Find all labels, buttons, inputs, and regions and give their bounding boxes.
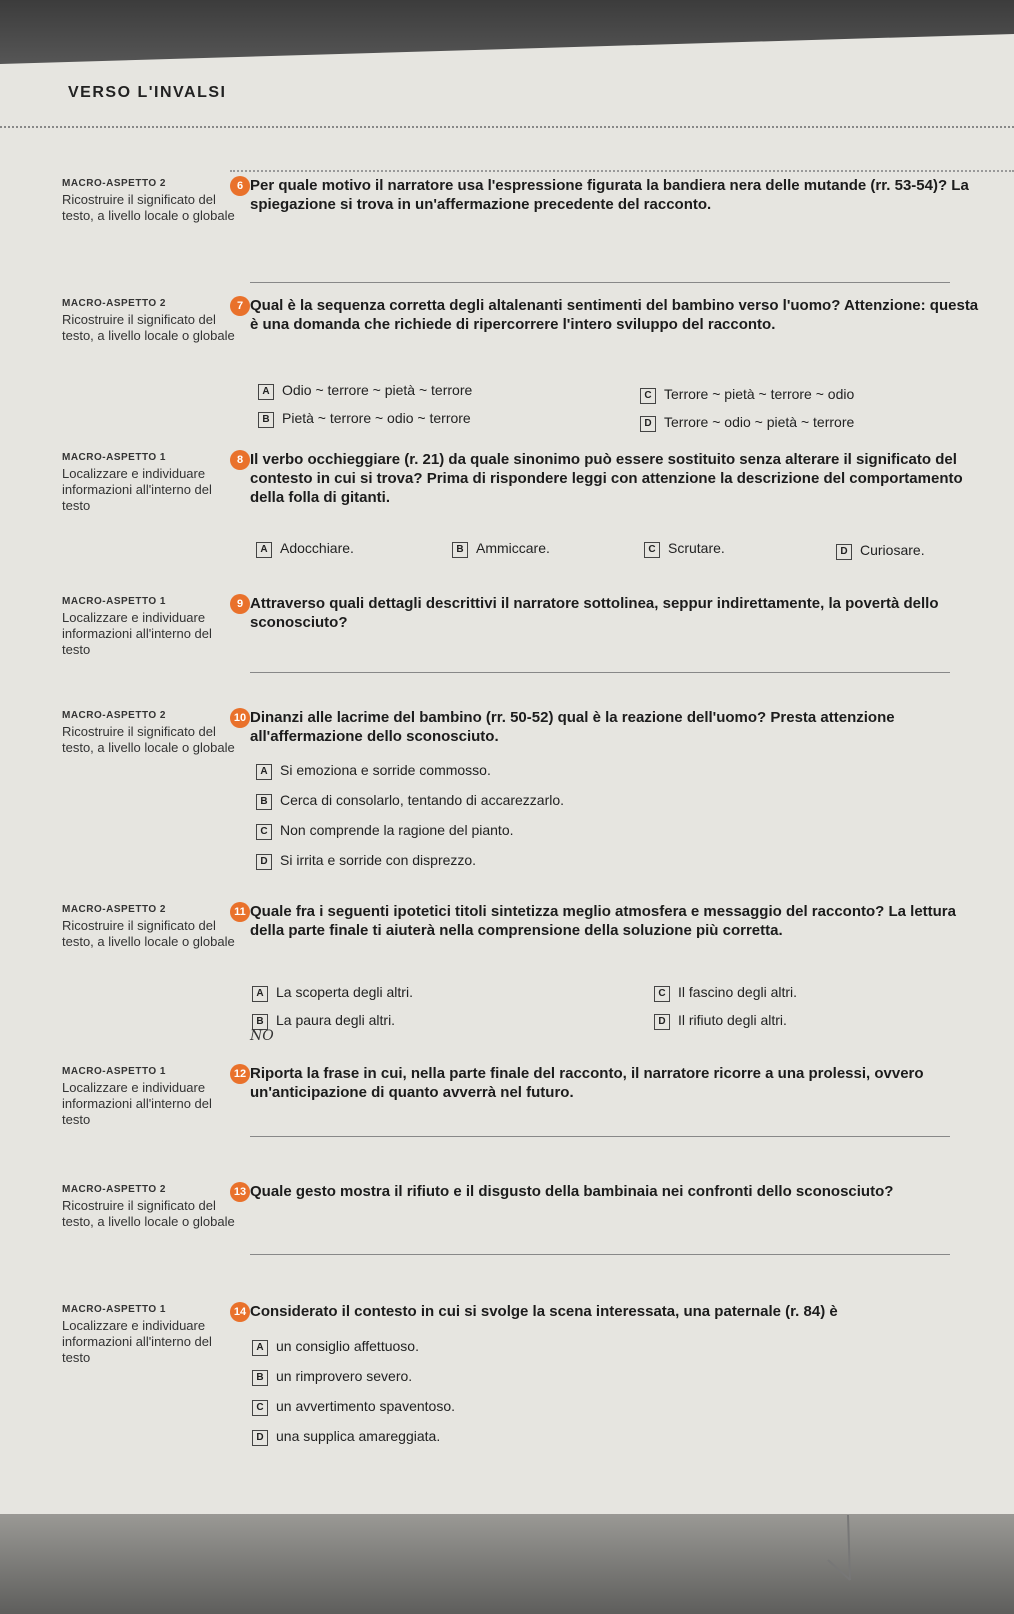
option-8a[interactable]: A Adocchiare. [256, 540, 354, 558]
question-9-text: Attraverso quali dettagli descrittivi il narratore sottolinea, seppur indirettamente, la povertà dello sconosciuto? [250, 595, 939, 631]
option-11c[interactable]: C Il fascino degli altri. [654, 984, 797, 1002]
question-7-number: 7 [230, 296, 250, 316]
option-8b[interactable]: B Ammiccare. [452, 540, 550, 558]
option-14c[interactable]: C un avvertimento spaventoso. [252, 1398, 455, 1416]
question-8-side: MACRO-ASPETTO 1 Localizzare e individuare informazioni all'interno del testo [62, 452, 212, 513]
option-11a[interactable]: A La scoperta degli altri. [252, 984, 413, 1002]
question-7-side: MACRO-ASPETTO 2 Ricostruire il significato del testo, a livello locale o globale [62, 298, 235, 343]
question-6-number: 6 [230, 176, 250, 196]
question-12-side: MACRO-ASPETTO 1 Localizzare e individuare informazioni all'interno del testo [62, 1066, 212, 1127]
question-13-side: MACRO-ASPETTO 2 Ricostruire il significato del testo, a livello locale o globale [62, 1184, 235, 1229]
option-7a[interactable]: A Odio ~ terrore ~ pietà ~ terrore [258, 382, 472, 400]
option-10c[interactable]: C Non comprende la ragione del pianto. [256, 822, 514, 840]
question-6-answer-line[interactable] [250, 282, 950, 283]
question-10-text: Dinanzi alle lacrime del bambino (rr. 50-52) qual è la reazione dell'uomo? Presta attenzione all'affermazione dello sconosciuto. [250, 709, 895, 745]
page-header: VERSO L'INVALSI [68, 84, 227, 101]
question-12-text: Riporta la frase in cui, nella parte finale del racconto, il narratore ricorre a una prolessi, ovvero un'anticipazione di quanto avverrà nel futuro. [250, 1065, 924, 1101]
option-14d[interactable]: D una supplica amareggiata. [252, 1428, 440, 1446]
question-9-side: MACRO-ASPETTO 1 Localizzare e individuare informazioni all'interno del testo [62, 596, 212, 657]
question-10-number: 10 [230, 708, 250, 728]
question-8-number: 8 [230, 450, 250, 470]
question-7-text: Qual è la sequenza corretta degli altalenanti sentimenti del bambino verso l'uomo? Attenzione: questa è una domanda che richiede di ripercorrere l'intero sviluppo del racconto. [250, 297, 979, 333]
option-8d[interactable]: D Curiosare. [836, 542, 925, 560]
option-10b[interactable]: B Cerca di consolarlo, tentando di accarezzarlo. [256, 792, 564, 810]
question-6-text: Per quale motivo il narratore usa l'espressione figurata la bandiera nera delle mutande (rr. 53-54)? La spiegazione si trova in un'affermazione precedente del racconto. [250, 177, 969, 213]
dotted-divider-2 [230, 170, 1014, 172]
option-8c[interactable]: C Scrutare. [644, 540, 725, 558]
pencil-mark-icon [818, 1510, 868, 1590]
question-12-answer-line[interactable] [250, 1136, 950, 1137]
question-6-side: MACRO-ASPETTO 2 Ricostruire il significato del testo, a livello locale o globale [62, 178, 235, 223]
handwritten-note: NO [250, 1028, 274, 1044]
option-7c[interactable]: C Terrore ~ pietà ~ terrore ~ odio [640, 386, 854, 404]
question-14-text: Considerato il contesto in cui si svolge la scena interessata, una paternale (r. 84) è [250, 1303, 838, 1320]
option-7b[interactable]: B Pietà ~ terrore ~ odio ~ terrore [258, 410, 471, 428]
question-13-answer-line[interactable] [250, 1254, 950, 1255]
question-11-text: Quale fra i seguenti ipotetici titoli sintetizza meglio atmosfera e messaggio del racconto? La lettura della parte finale ti aiuterà nella comprensione della soluzione più corretta. [250, 903, 956, 939]
question-14-side: MACRO-ASPETTO 1 Localizzare e individuare informazioni all'interno del testo [62, 1304, 212, 1365]
option-11d[interactable]: D Il rifiuto degli altri. [654, 1012, 787, 1030]
option-14b[interactable]: B un rimprovero severo. [252, 1368, 412, 1386]
option-14a[interactable]: A un consiglio affettuoso. [252, 1338, 419, 1356]
dotted-divider [0, 126, 1014, 128]
question-8-text: Il verbo occhieggiare (r. 21) da quale sinonimo può essere sostituito senza alterare il significato del contesto in cui si trova? Prima di rispondere leggi con attenzione la descrizione del comportamento della folla di gitanti. [250, 451, 963, 506]
question-10-side: MACRO-ASPETTO 2 Ricostruire il significato del testo, a livello locale o globale [62, 710, 235, 755]
question-9-answer-line[interactable] [250, 672, 950, 673]
worksheet-page [0, 34, 1014, 1514]
question-12-number: 12 [230, 1064, 250, 1084]
question-11-side: MACRO-ASPETTO 2 Ricostruire il significato del testo, a livello locale o globale [62, 904, 235, 949]
option-10d[interactable]: D Si irrita e sorride con disprezzo. [256, 852, 476, 870]
question-11-number: 11 [230, 902, 250, 922]
option-11b[interactable]: B La paura degli altri. [252, 1012, 395, 1030]
question-13-number: 13 [230, 1182, 250, 1202]
option-7d[interactable]: D Terrore ~ odio ~ pietà ~ terrore [640, 414, 854, 432]
option-10a[interactable]: A Si emoziona e sorride commosso. [256, 762, 491, 780]
question-14-number: 14 [230, 1302, 250, 1322]
question-9-number: 9 [230, 594, 250, 614]
question-13-text: Quale gesto mostra il rifiuto e il disgusto della bambinaia nei confronti dello sconosciuto? [250, 1183, 894, 1200]
